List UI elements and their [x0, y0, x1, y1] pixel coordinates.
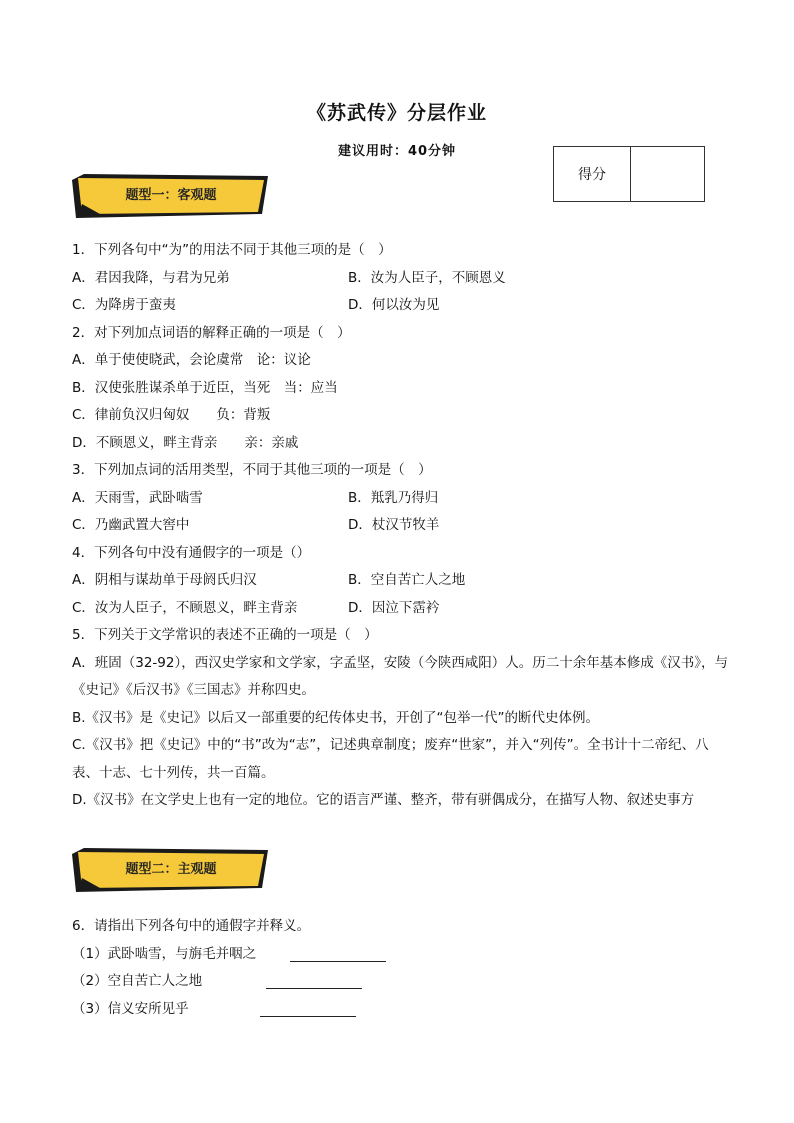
answer-blank[interactable]: [290, 945, 386, 962]
suggested-time: 建议用时：40分钟: [337, 144, 457, 159]
page-title: 《苏武传》分层作业: [306, 102, 487, 124]
question-stem: 3．下列加点词的活用类型，不同于其他三项的一项是（ ）: [72, 462, 432, 478]
option-b[interactable]: B．空自苦亡人之地: [348, 572, 466, 588]
option-c[interactable]: C.《汉书》把《史记》中的“书”改为“志”，记述典章制度；废弃“世家”，并入“列传”。全书计十二帝纪、八表、十志、七十列传，共一百篇。: [72, 737, 709, 781]
option-a[interactable]: A．单于使使晓武，会论虞常 论：议论: [72, 352, 311, 368]
option-row: [72, 292, 732, 320]
option-d[interactable]: D．杖汉节牧羊: [348, 517, 440, 533]
option-d[interactable]: D．因泣下霑衿: [348, 599, 440, 616]
sub-question: [72, 968, 732, 996]
section-label: 题型二：主观题: [125, 862, 217, 877]
score-label: 得分: [554, 147, 631, 201]
option-row: [72, 265, 732, 293]
sub-question: [72, 996, 732, 1024]
question-stem: 6．请指出下列各句中的通假字并释义。: [72, 918, 311, 934]
sub-question: [72, 941, 732, 969]
option-c[interactable]: C．汝为人臣子，不顾恩义，畔主背亲: [72, 599, 298, 616]
option-d[interactable]: D．何以汝为见: [348, 297, 440, 313]
option-row: [72, 595, 732, 623]
objective-questions: [72, 237, 732, 815]
question-stem: 2．对下列加点词语的解释正确的一项是（ ）: [72, 324, 351, 341]
option-b[interactable]: B．羝乳乃得归: [348, 489, 439, 506]
score-box: [553, 146, 705, 202]
option-c[interactable]: C．乃幽武置大窖中: [72, 517, 190, 533]
answer-blank[interactable]: [260, 1000, 356, 1017]
option-row: [72, 512, 732, 540]
score-value-cell[interactable]: [631, 147, 704, 201]
option-c[interactable]: C．为降虏于蛮夷: [72, 297, 176, 313]
subjective-questions: [72, 913, 732, 1023]
option-b[interactable]: B．汉使张胜谋杀单于近臣，当死 当：应当: [72, 379, 338, 396]
sub-question-text: （3）信义安所见乎: [72, 1000, 189, 1017]
question-stem: 4．下列各句中没有通假字的一项是（）: [72, 544, 311, 561]
option-row: [72, 485, 732, 513]
option-b[interactable]: B.《汉书》是《史记》以后又一部重要的纪传体史书，开创了“包举一代”的断代史体例。: [72, 709, 600, 726]
question-stem: 5．下列关于文学常识的表述不正确的一项是（ ）: [72, 627, 378, 643]
section-label: 题型一：客观题: [125, 188, 217, 203]
option-d[interactable]: D.《汉书》在文学史上也有一定的地位。它的语言严谨、整齐，带有骈偶成分，在描写人物、叙述史事方: [72, 792, 695, 808]
option-d[interactable]: D．不顾恩义，畔主背亲 亲：亲戚: [72, 434, 299, 451]
option-c[interactable]: C．律前负汉归匈奴 负：背叛: [72, 407, 271, 423]
option-a[interactable]: A．阴相与谋劫单于母阏氏归汉: [72, 572, 257, 588]
option-a[interactable]: A．班固（32-92），西汉史学家和文学家，字孟坚，安陵（今陕西咸阳）人。历二十余年基本修成《汉书》，与《史记》《后汉书》《三国志》并称四史。: [72, 654, 728, 698]
option-a[interactable]: A．天雨雪，武卧啮雪: [72, 489, 203, 506]
question-stem: 1．下列各句中“为”的用法不同于其他三项的是（ ）: [72, 242, 392, 258]
sub-question-text: （1）武卧啮雪，与旃毛并咽之: [72, 945, 257, 962]
option-b[interactable]: B．汝为人臣子，不顾恩义: [348, 269, 506, 286]
option-row: [72, 567, 732, 595]
option-a[interactable]: A．君因我降，与君为兄弟: [72, 269, 230, 286]
answer-blank[interactable]: [266, 972, 362, 989]
section-banner-objective: [72, 174, 270, 218]
sub-question-text: （2）空自苦亡人之地: [72, 973, 203, 989]
section-banner-subjective: [72, 848, 270, 892]
